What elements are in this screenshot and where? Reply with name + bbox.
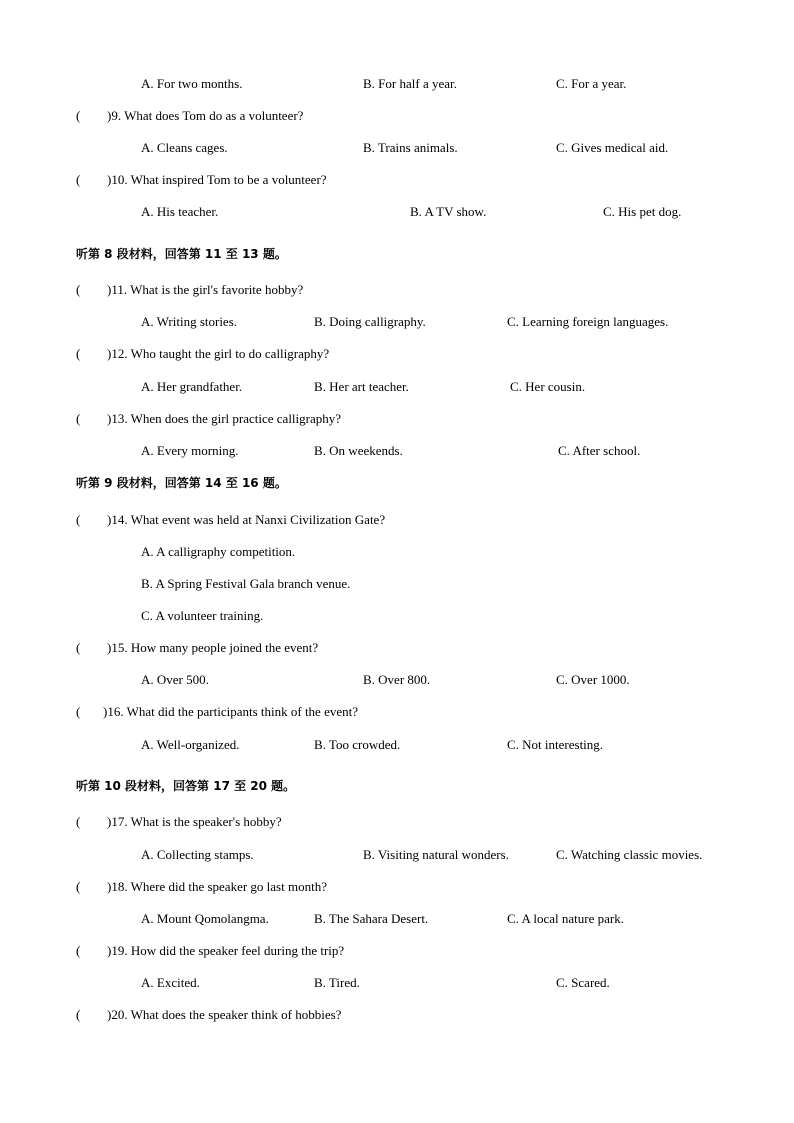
q8-option-a: A. For two months.	[141, 76, 243, 91]
q18-option-a: A. Mount Qomolangma.	[141, 911, 269, 926]
question-14	[76, 512, 385, 528]
answer-blank-12[interactable]: (	[76, 346, 81, 361]
q19-option-a: A. Excited.	[141, 975, 200, 990]
q12-option-b: B. Her art teacher.	[314, 379, 409, 394]
answer-blank-9[interactable]: (	[76, 108, 81, 123]
question-16	[76, 704, 358, 720]
q13-option-b: B. On weekends.	[314, 443, 403, 458]
q11-option-a: A. Writing stories.	[141, 314, 238, 329]
question-10-text: )10. What inspired Tom to be a volunteer?	[107, 172, 327, 187]
answer-blank-19[interactable]: (	[76, 943, 81, 958]
question-12	[76, 346, 329, 362]
q14-option-a: A. A calligraphy competition.	[141, 544, 296, 559]
q16-option-b: B. Too crowded.	[314, 737, 401, 752]
q15-option-b: B. Over 800.	[363, 672, 431, 687]
question-20	[76, 1007, 341, 1023]
q16-option-a: A. Well-organized.	[141, 737, 240, 752]
q10-option-c: C. His pet dog.	[603, 204, 682, 219]
question-13	[76, 411, 341, 427]
answer-blank-18[interactable]: (	[76, 879, 81, 894]
q11-option-b: B. Doing calligraphy.	[314, 314, 426, 329]
q14-option-c: C. A volunteer training.	[141, 608, 264, 623]
question-12-text: )12. Who taught the girl to do calligraphy?	[107, 346, 330, 361]
question-20-text: )20. What does the speaker think of hobbies?	[107, 1007, 342, 1022]
q19-option-c: C. Scared.	[556, 975, 610, 990]
section-heading-9: 听第 9 段材料，回答第 14 至 16 题。	[76, 476, 287, 490]
question-9	[76, 108, 303, 124]
answer-blank-17[interactable]: (	[76, 814, 81, 829]
question-17	[76, 814, 282, 830]
q16-option-c: C. Not interesting.	[507, 737, 604, 752]
question-15	[76, 640, 318, 656]
question-18	[76, 879, 327, 895]
question-18-text: )18. Where did the speaker go last month?	[107, 879, 327, 894]
q12-option-a: A. Her grandfather.	[141, 379, 243, 394]
q13-option-c: C. After school.	[558, 443, 641, 458]
answer-blank-11[interactable]: (	[76, 282, 81, 297]
question-14-text: )14. What event was held at Nanxi Civilization Gate?	[107, 512, 386, 527]
q9-option-b: B. Trains animals.	[363, 140, 458, 155]
q8-option-c: C. For a year.	[556, 76, 627, 91]
q15-option-a: A. Over 500.	[141, 672, 209, 687]
q9-option-c: C. Gives medical aid.	[556, 140, 669, 155]
q18-option-c: C. A local nature park.	[507, 911, 624, 926]
answer-blank-14[interactable]: (	[76, 512, 81, 527]
q14-option-b: B. A Spring Festival Gala branch venue.	[141, 576, 351, 591]
q11-option-c: C. Learning foreign languages.	[507, 314, 669, 329]
question-17-text: )17. What is the speaker's hobby?	[107, 814, 282, 829]
answer-blank-15[interactable]: (	[76, 640, 81, 655]
question-19	[76, 943, 344, 959]
answer-blank-10[interactable]: (	[76, 172, 81, 187]
question-11-text: )11. What is the girl's favorite hobby?	[107, 282, 304, 297]
section-heading-10: 听第 10 段材料，回答第 17 至 20 题。	[76, 779, 296, 793]
question-10	[76, 172, 327, 188]
question-9-text: )9. What does Tom do as a volunteer?	[107, 108, 304, 123]
answer-blank-20[interactable]: (	[76, 1007, 81, 1022]
q8-option-b: B. For half a year.	[363, 76, 457, 91]
q10-option-a: A. His teacher.	[141, 204, 219, 219]
q19-option-b: B. Tired.	[314, 975, 360, 990]
answer-blank-13[interactable]: (	[76, 411, 81, 426]
question-19-text: )19. How did the speaker feel during the trip?	[107, 943, 345, 958]
q12-option-c: C. Her cousin.	[510, 379, 586, 394]
q17-option-a: A. Collecting stamps.	[141, 847, 254, 862]
q9-option-a: A. Cleans cages.	[141, 140, 228, 155]
section-heading-8: 听第 8 段材料，回答第 11 至 13 题。	[76, 247, 287, 261]
q18-option-b: B. The Sahara Desert.	[314, 911, 429, 926]
question-16-text: )16. What did the participants think of the event?	[103, 704, 358, 719]
q10-option-b: B. A TV show.	[410, 204, 487, 219]
q15-option-c: C. Over 1000.	[556, 672, 630, 687]
question-15-text: )15. How many people joined the event?	[107, 640, 319, 655]
question-11	[76, 282, 303, 298]
q17-option-c: C. Watching classic movies.	[556, 847, 703, 862]
question-13-text: )13. When does the girl practice calligraphy?	[107, 411, 342, 426]
q13-option-a: A. Every morning.	[141, 443, 239, 458]
q17-option-b: B. Visiting natural wonders.	[363, 847, 509, 862]
answer-blank-16[interactable]: (	[76, 704, 81, 719]
